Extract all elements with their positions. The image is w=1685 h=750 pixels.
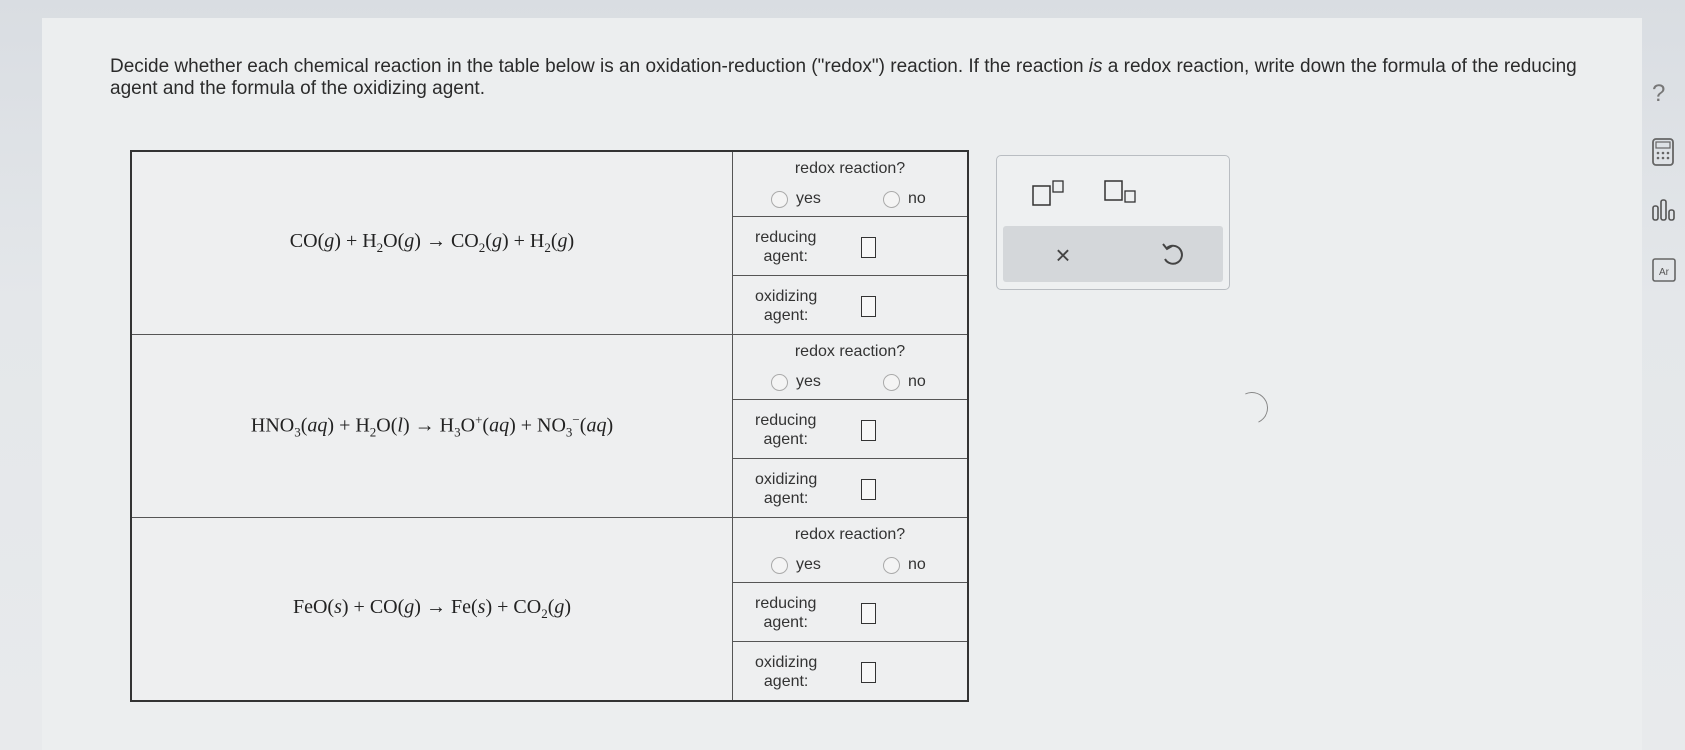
reaction-table — [130, 150, 969, 702]
undo-icon[interactable] — [1153, 238, 1193, 272]
redox-yes-option-1[interactable]: yes — [771, 190, 821, 208]
help-icon[interactable]: ? — [1652, 80, 1666, 107]
redox-question-label: redox reaction? — [794, 160, 906, 177]
instructions-text: Decide whether each chemical reaction in the table below is an oxidation-reduction ("redox") reaction. If the reaction is a redox reaction, write down the formula of the reducing agent and the formula of the oxidizing agent. — [110, 56, 1577, 99]
reducing-agent-label: reducing agent: — [755, 412, 817, 448]
subscript-icon[interactable] — [1097, 178, 1147, 208]
redox-no-option-3[interactable]: no — [883, 556, 926, 574]
periodic-table-icon[interactable] — [1652, 258, 1676, 287]
redox-no-option-2[interactable]: no — [883, 373, 926, 391]
data-chart-icon[interactable] — [1652, 198, 1678, 227]
redox-yes-option-3[interactable]: yes — [771, 556, 821, 574]
redox-question-cell-3 — [733, 518, 969, 583]
reducing-agent-label: reducing agent: — [755, 595, 817, 631]
reducing-agent-input-2[interactable] — [861, 420, 876, 441]
reaction-equation-2: $HNO_3(aq) + H_2O(l) \to H_3O^+(aq) + NO_3^-(aq)$ — [131, 335, 733, 518]
radio-icon[interactable] — [883, 191, 900, 208]
redox-question-label: redox reaction? — [794, 526, 906, 543]
oxidizing-agent-input-3[interactable] — [861, 662, 876, 683]
redox-no-option-1[interactable]: no — [883, 190, 926, 208]
reducing-agent-label: reducing agent: — [755, 229, 817, 265]
oxidizing-agent-label: oxidizing agent: — [755, 288, 818, 324]
oxidizing-agent-label: oxidizing agent: — [755, 471, 818, 507]
reaction-equation-3: $FeO(s) + CO(g) \to Fe(s) + CO_2(g)$ — [131, 518, 733, 702]
oxidizing-agent-input-2[interactable] — [861, 479, 876, 500]
svg-text:Ar: Ar — [1659, 267, 1669, 278]
redox-question-cell-2 — [733, 335, 969, 400]
radio-icon[interactable] — [771, 374, 788, 391]
clear-button[interactable]: × — [1055, 240, 1071, 270]
calculator-icon[interactable] — [1652, 138, 1674, 171]
reducing-agent-cell-3 — [733, 583, 969, 642]
redox-question-cell-1 — [733, 151, 969, 217]
toolbar-action-row — [1003, 226, 1223, 282]
redox-question-label: redox reaction? — [794, 343, 906, 360]
redox-yes-option-2[interactable]: yes — [771, 373, 821, 391]
oxidizing-agent-cell-2 — [733, 459, 969, 518]
radio-icon[interactable] — [883, 374, 900, 391]
radio-icon[interactable] — [771, 191, 788, 208]
answer-toolbar — [996, 155, 1230, 290]
reaction-equation-1: $CO(g) + H_2O(g) \to CO_2(g) + H_2(g)$ — [131, 151, 733, 335]
oxidizing-agent-input-1[interactable] — [861, 296, 876, 317]
reducing-agent-cell-2 — [733, 400, 969, 459]
oxidizing-agent-cell-1 — [733, 276, 969, 335]
reducing-agent-cell-1 — [733, 217, 969, 276]
reducing-agent-input-1[interactable] — [861, 237, 876, 258]
reducing-agent-input-3[interactable] — [861, 603, 876, 624]
oxidizing-agent-cell-3 — [733, 642, 969, 702]
radio-icon[interactable] — [771, 557, 788, 574]
superscript-icon[interactable] — [1025, 178, 1075, 208]
radio-icon[interactable] — [883, 557, 900, 574]
oxidizing-agent-label: oxidizing agent: — [755, 654, 818, 690]
